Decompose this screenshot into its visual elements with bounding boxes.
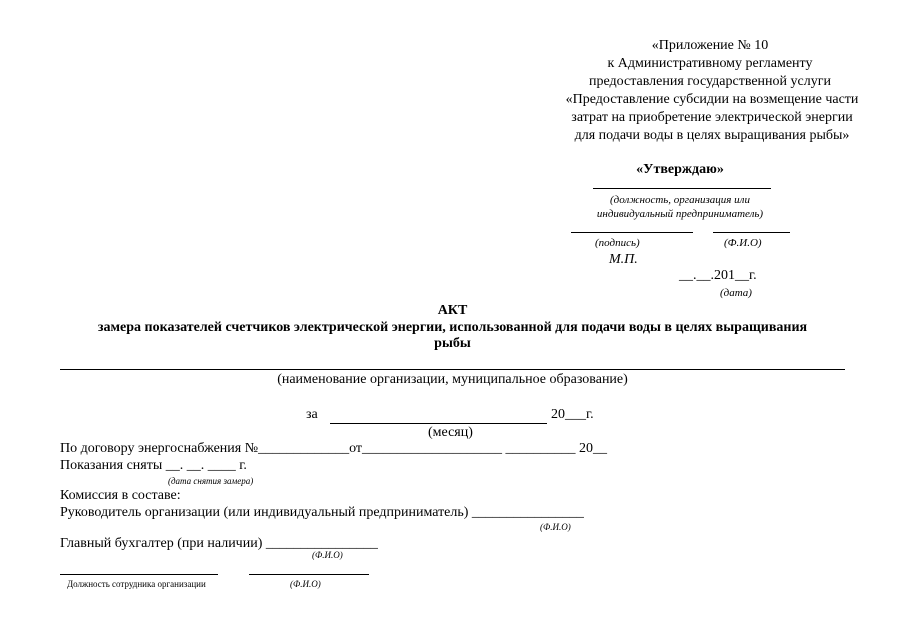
head-fio-hint: (Ф.И.О) <box>540 522 571 532</box>
act-title: АКТ <box>437 303 468 318</box>
fio-hint: (Ф.И.О) <box>724 237 762 249</box>
approval-title: «Утверждаю» <box>636 162 724 177</box>
employee-fio-hint: (Ф.И.О) <box>290 579 321 589</box>
period-prefix: за <box>306 407 318 422</box>
period-year: 20___г. <box>551 407 594 422</box>
act-subtitle-line-1: замера показателей счетчиков электрической энергии, использованной для подачи воды в целях выращивания <box>97 320 808 335</box>
month-line <box>330 423 547 424</box>
signature-line <box>571 232 693 233</box>
position-hint-1: (должность, организация или <box>610 194 750 206</box>
employee-position-hint: Должность сотрудника организации <box>67 579 206 589</box>
commission-label: Комиссия в составе: <box>60 488 181 503</box>
month-hint: (месяц) <box>428 425 473 440</box>
act-subtitle-line-2: рыбы <box>434 336 471 351</box>
stamp-label: М.П. <box>609 252 638 267</box>
appendix-line-2: к Административному регламенту <box>607 56 813 71</box>
accountant-fio-hint: (Ф.И.О) <box>312 550 343 560</box>
head-line: Руководитель организации (или индивидуальный предприниматель) ________________ <box>60 505 584 520</box>
accountant-line: Главный бухгалтер (при наличии) ________________ <box>60 536 378 551</box>
position-hint-2: индивидуальный предприниматель) <box>596 208 764 220</box>
appendix-line-3: предоставления государственной услуги <box>589 74 831 89</box>
appendix-line-4: «Предоставление субсидии на возмещение части <box>565 92 859 107</box>
employee-fio-line <box>249 574 369 575</box>
readings-line: Показания сняты __. __. ____ г. <box>60 458 247 473</box>
appendix-line-5: затрат на приобретение электрической энергии <box>571 110 853 125</box>
employee-position-line <box>60 574 218 575</box>
appendix-line-6: для подачи воды в целях выращивания рыбы» <box>574 128 850 143</box>
position-line <box>593 188 771 189</box>
organization-line <box>60 369 845 370</box>
signature-hint: (подпись) <box>595 237 640 249</box>
contract-line: По договору энергоснабжения №_____________от____________________ __________ 20__ <box>60 441 608 456</box>
appendix-line-1: «Приложение № 10 <box>651 38 769 53</box>
approval-date: __.__.201__г. <box>679 268 757 283</box>
fio-line <box>713 232 790 233</box>
date-hint: (дата) <box>720 287 752 299</box>
organization-hint: (наименование организации, муниципальное образование) <box>277 372 628 387</box>
readings-hint: (дата снятия замера) <box>168 476 254 486</box>
